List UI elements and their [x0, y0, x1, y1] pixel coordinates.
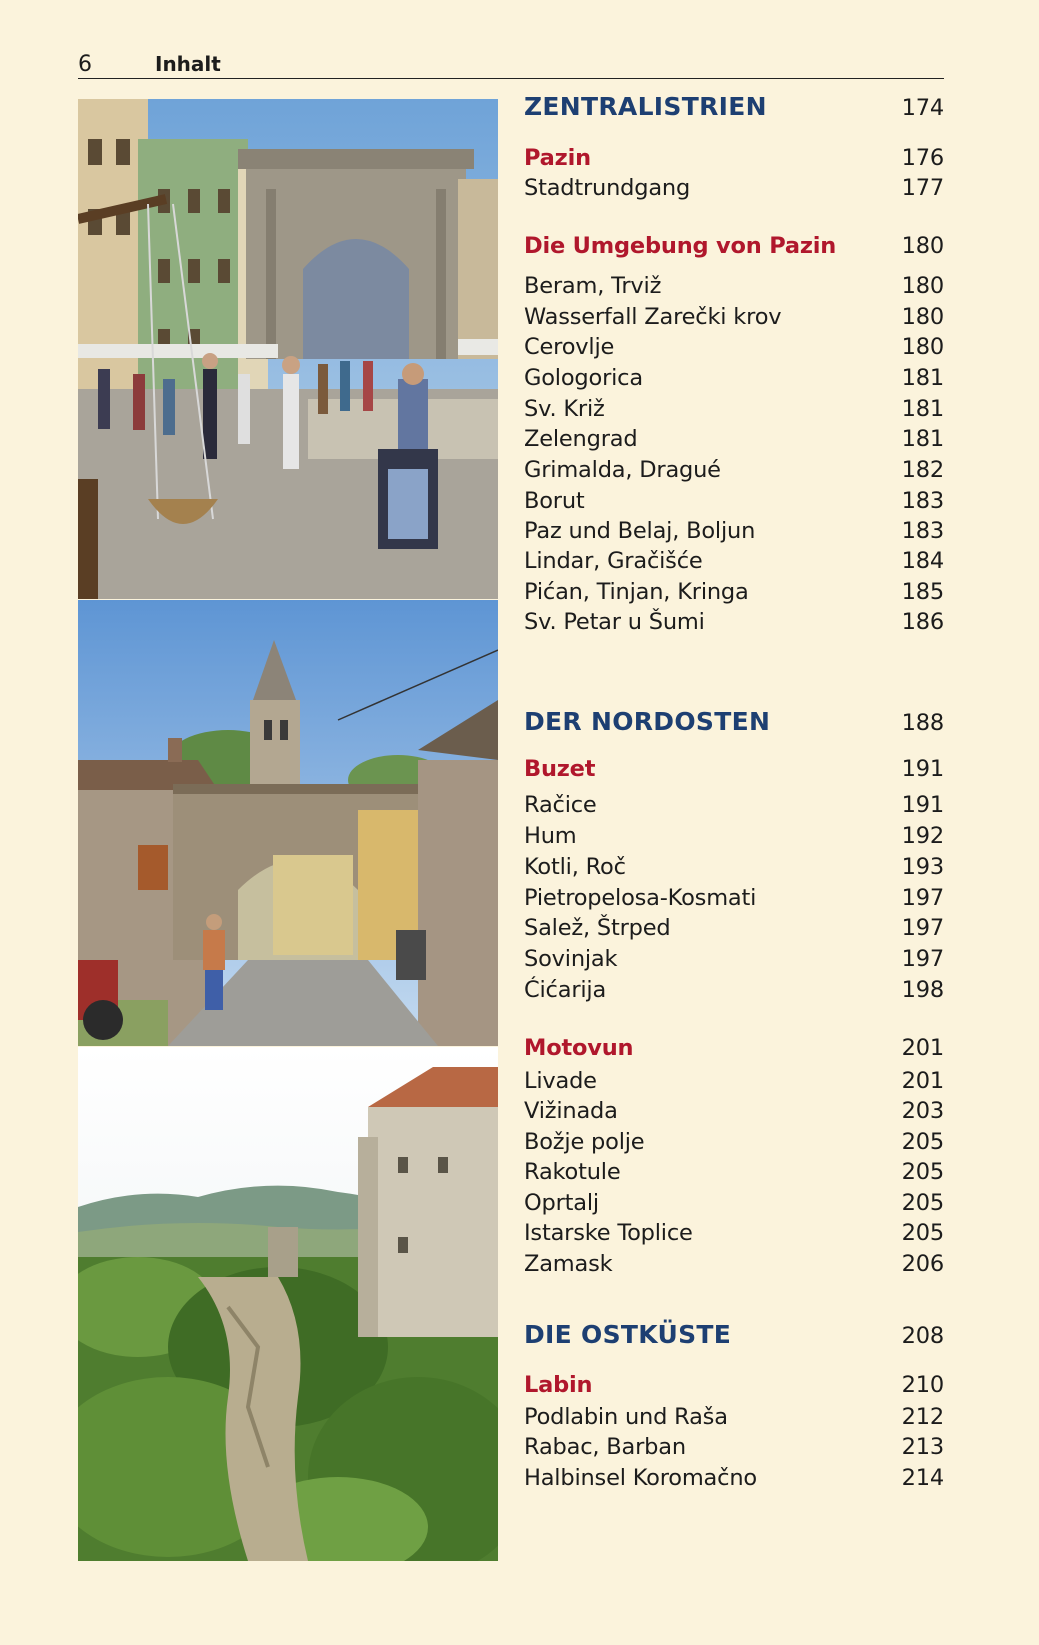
toc-entry-title: DER NORDOSTEN: [524, 707, 771, 736]
toc-item-entry: [524, 1190, 944, 1220]
toc-entry-page: 191: [901, 756, 944, 782]
toc-entry-title: Podlabin und Raša: [524, 1404, 728, 1430]
toc-item-entry: [524, 915, 944, 945]
toc-entry-title: DIE OSTKÜSTE: [524, 1320, 732, 1349]
toc-entry-page: 183: [901, 488, 944, 514]
toc-entry-page: 201: [901, 1068, 944, 1094]
toc-entry-page: 181: [901, 396, 944, 422]
toc-entry-page: 174: [901, 95, 944, 121]
toc-entry-page: 197: [901, 885, 944, 911]
toc-entry-title: Božje polje: [524, 1129, 645, 1155]
toc-entry-title: Livade: [524, 1068, 597, 1094]
toc-item-entry: [524, 1404, 944, 1434]
toc-item-entry: [524, 823, 944, 853]
toc-entry-page: 184: [901, 548, 944, 574]
toc-item-entry: [524, 1098, 944, 1128]
toc-entry-page: 197: [901, 946, 944, 972]
toc-entry-title: Labin: [524, 1372, 593, 1398]
toc-item-entry: [524, 426, 944, 456]
toc-entry-title: Zelengrad: [524, 426, 638, 452]
toc-entry-page: 180: [901, 334, 944, 360]
toc-item-entry: [524, 1434, 944, 1464]
toc-item-entry: [524, 579, 944, 609]
toc-entry-title: Cerovlje: [524, 334, 615, 360]
toc-item-entry: [524, 1220, 944, 1250]
toc-entry-page: 181: [901, 365, 944, 391]
toc-entry-page: 210: [901, 1372, 944, 1398]
toc-entry-title: Die Umgebung von Pazin: [524, 233, 837, 259]
toc-entry-page: 183: [901, 518, 944, 544]
toc-entry-page: 206: [901, 1251, 944, 1277]
toc-item-entry: [524, 885, 944, 915]
toc-item-entry: [524, 175, 944, 205]
photo-motovun-valley-cliff: [78, 1047, 498, 1561]
toc-entry-title: Stadtrundgang: [524, 175, 691, 201]
toc-place-entry: [524, 1372, 944, 1402]
toc-item-entry: [524, 273, 944, 303]
toc-entry-title: Gologorica: [524, 365, 643, 391]
toc-entry-page: 203: [901, 1098, 944, 1124]
toc-item-entry: [524, 304, 944, 334]
toc-item-entry: [524, 854, 944, 884]
toc-entry-page: 205: [901, 1129, 944, 1155]
toc-item-entry: [524, 365, 944, 395]
toc-entry-title: Halbinsel Koromačno: [524, 1465, 757, 1491]
toc-item-entry: [524, 518, 944, 548]
toc-entry-title: Kotli, Roč: [524, 854, 626, 880]
toc-entry-title: Hum: [524, 823, 577, 849]
toc-entry-title: Sovinjak: [524, 946, 618, 972]
toc-item-entry: [524, 946, 944, 976]
toc-entry-page: 176: [901, 145, 944, 171]
toc-entry-title: Sv. Petar u Šumi: [524, 609, 705, 635]
photo-column: [78, 99, 498, 1561]
toc-item-entry: [524, 977, 944, 1007]
toc-entry-title: Sv. Križ: [524, 396, 605, 422]
toc-item-entry: [524, 1129, 944, 1159]
toc-entry-page: 180: [901, 233, 944, 259]
toc-region-entry: [524, 707, 944, 737]
toc-place-entry: [524, 756, 944, 786]
toc-entry-title: Zamask: [524, 1251, 613, 1277]
toc-entry-page: 197: [901, 915, 944, 941]
toc-entry-title: Grimalda, Dragué: [524, 457, 721, 483]
toc-region-entry: [524, 1320, 944, 1350]
toc-entry-title: Wasserfall Zarečki krov: [524, 304, 782, 330]
toc-entry-title: Račice: [524, 792, 597, 818]
toc-entry-title: Oprtalj: [524, 1190, 599, 1216]
toc-entry-title: Borut: [524, 488, 585, 514]
toc-place-entry: [524, 233, 944, 263]
toc-item-entry: [524, 396, 944, 426]
page-number: 6: [78, 52, 92, 77]
toc-entry-title: Paz und Belaj, Boljun: [524, 518, 756, 544]
toc-entry-page: 192: [901, 823, 944, 849]
toc-item-entry: [524, 609, 944, 639]
toc-item-entry: [524, 457, 944, 487]
toc-entry-title: ZENTRALISTRIEN: [524, 92, 767, 121]
toc-entry-page: 188: [901, 710, 944, 736]
toc-item-entry: [524, 548, 944, 578]
toc-entry-title: Buzet: [524, 756, 596, 782]
photo-pazin-arch-market: [78, 99, 498, 599]
toc-entry-title: Vižinada: [524, 1098, 618, 1124]
toc-entry-page: 213: [901, 1434, 944, 1460]
toc-entry-title: Istarske Toplice: [524, 1220, 693, 1246]
toc-entry-page: 185: [901, 579, 944, 605]
toc-entry-title: Pazin: [524, 145, 591, 171]
toc-entry-page: 181: [901, 426, 944, 452]
toc-entry-title: Beram, Trviž: [524, 273, 662, 299]
toc-item-entry: [524, 334, 944, 364]
toc-entry-title: Ćićarija: [524, 977, 607, 1003]
toc-entry-page: 182: [901, 457, 944, 483]
toc-entry-title: Lindar, Gračišće: [524, 548, 703, 574]
toc-entry-title: Rakotule: [524, 1159, 621, 1185]
toc-item-entry: [524, 792, 944, 822]
page-header: [78, 48, 944, 79]
toc-entry-page: 201: [901, 1035, 944, 1061]
toc-entry-page: 177: [901, 175, 944, 201]
toc-entry-title: Rabac, Barban: [524, 1434, 686, 1460]
toc-entry-page: 208: [901, 1323, 944, 1349]
page-section-title: Inhalt: [155, 52, 221, 76]
toc-entry-page: 212: [901, 1404, 944, 1430]
toc-entry-page: 198: [901, 977, 944, 1003]
toc-entry-page: 193: [901, 854, 944, 880]
toc-item-entry: [524, 488, 944, 518]
toc-entry-page: 180: [901, 304, 944, 330]
toc-place-entry: [524, 145, 944, 175]
toc-entry-page: 186: [901, 609, 944, 635]
toc-entry-title: Motovun: [524, 1035, 634, 1061]
toc-entry-title: Salež, Štrped: [524, 915, 671, 941]
toc-item-entry: [524, 1465, 944, 1495]
toc-entry-page: 205: [901, 1220, 944, 1246]
photo-village-gate-bell-tower: [78, 600, 498, 1046]
toc-item-entry: [524, 1068, 944, 1098]
toc-entry-page: 214: [901, 1465, 944, 1491]
toc-place-entry: [524, 1035, 944, 1065]
toc-entry-title: Pietropelosa-Kosmati: [524, 885, 757, 911]
toc-region-entry: [524, 92, 944, 122]
toc-entry-page: 191: [901, 792, 944, 818]
toc-item-entry: [524, 1251, 944, 1281]
toc-entry-title: Pićan, Tinjan, Kringa: [524, 579, 749, 605]
toc-entry-page: 180: [901, 273, 944, 299]
toc-entry-page: 205: [901, 1159, 944, 1185]
toc-item-entry: [524, 1159, 944, 1189]
toc-entry-page: 205: [901, 1190, 944, 1216]
